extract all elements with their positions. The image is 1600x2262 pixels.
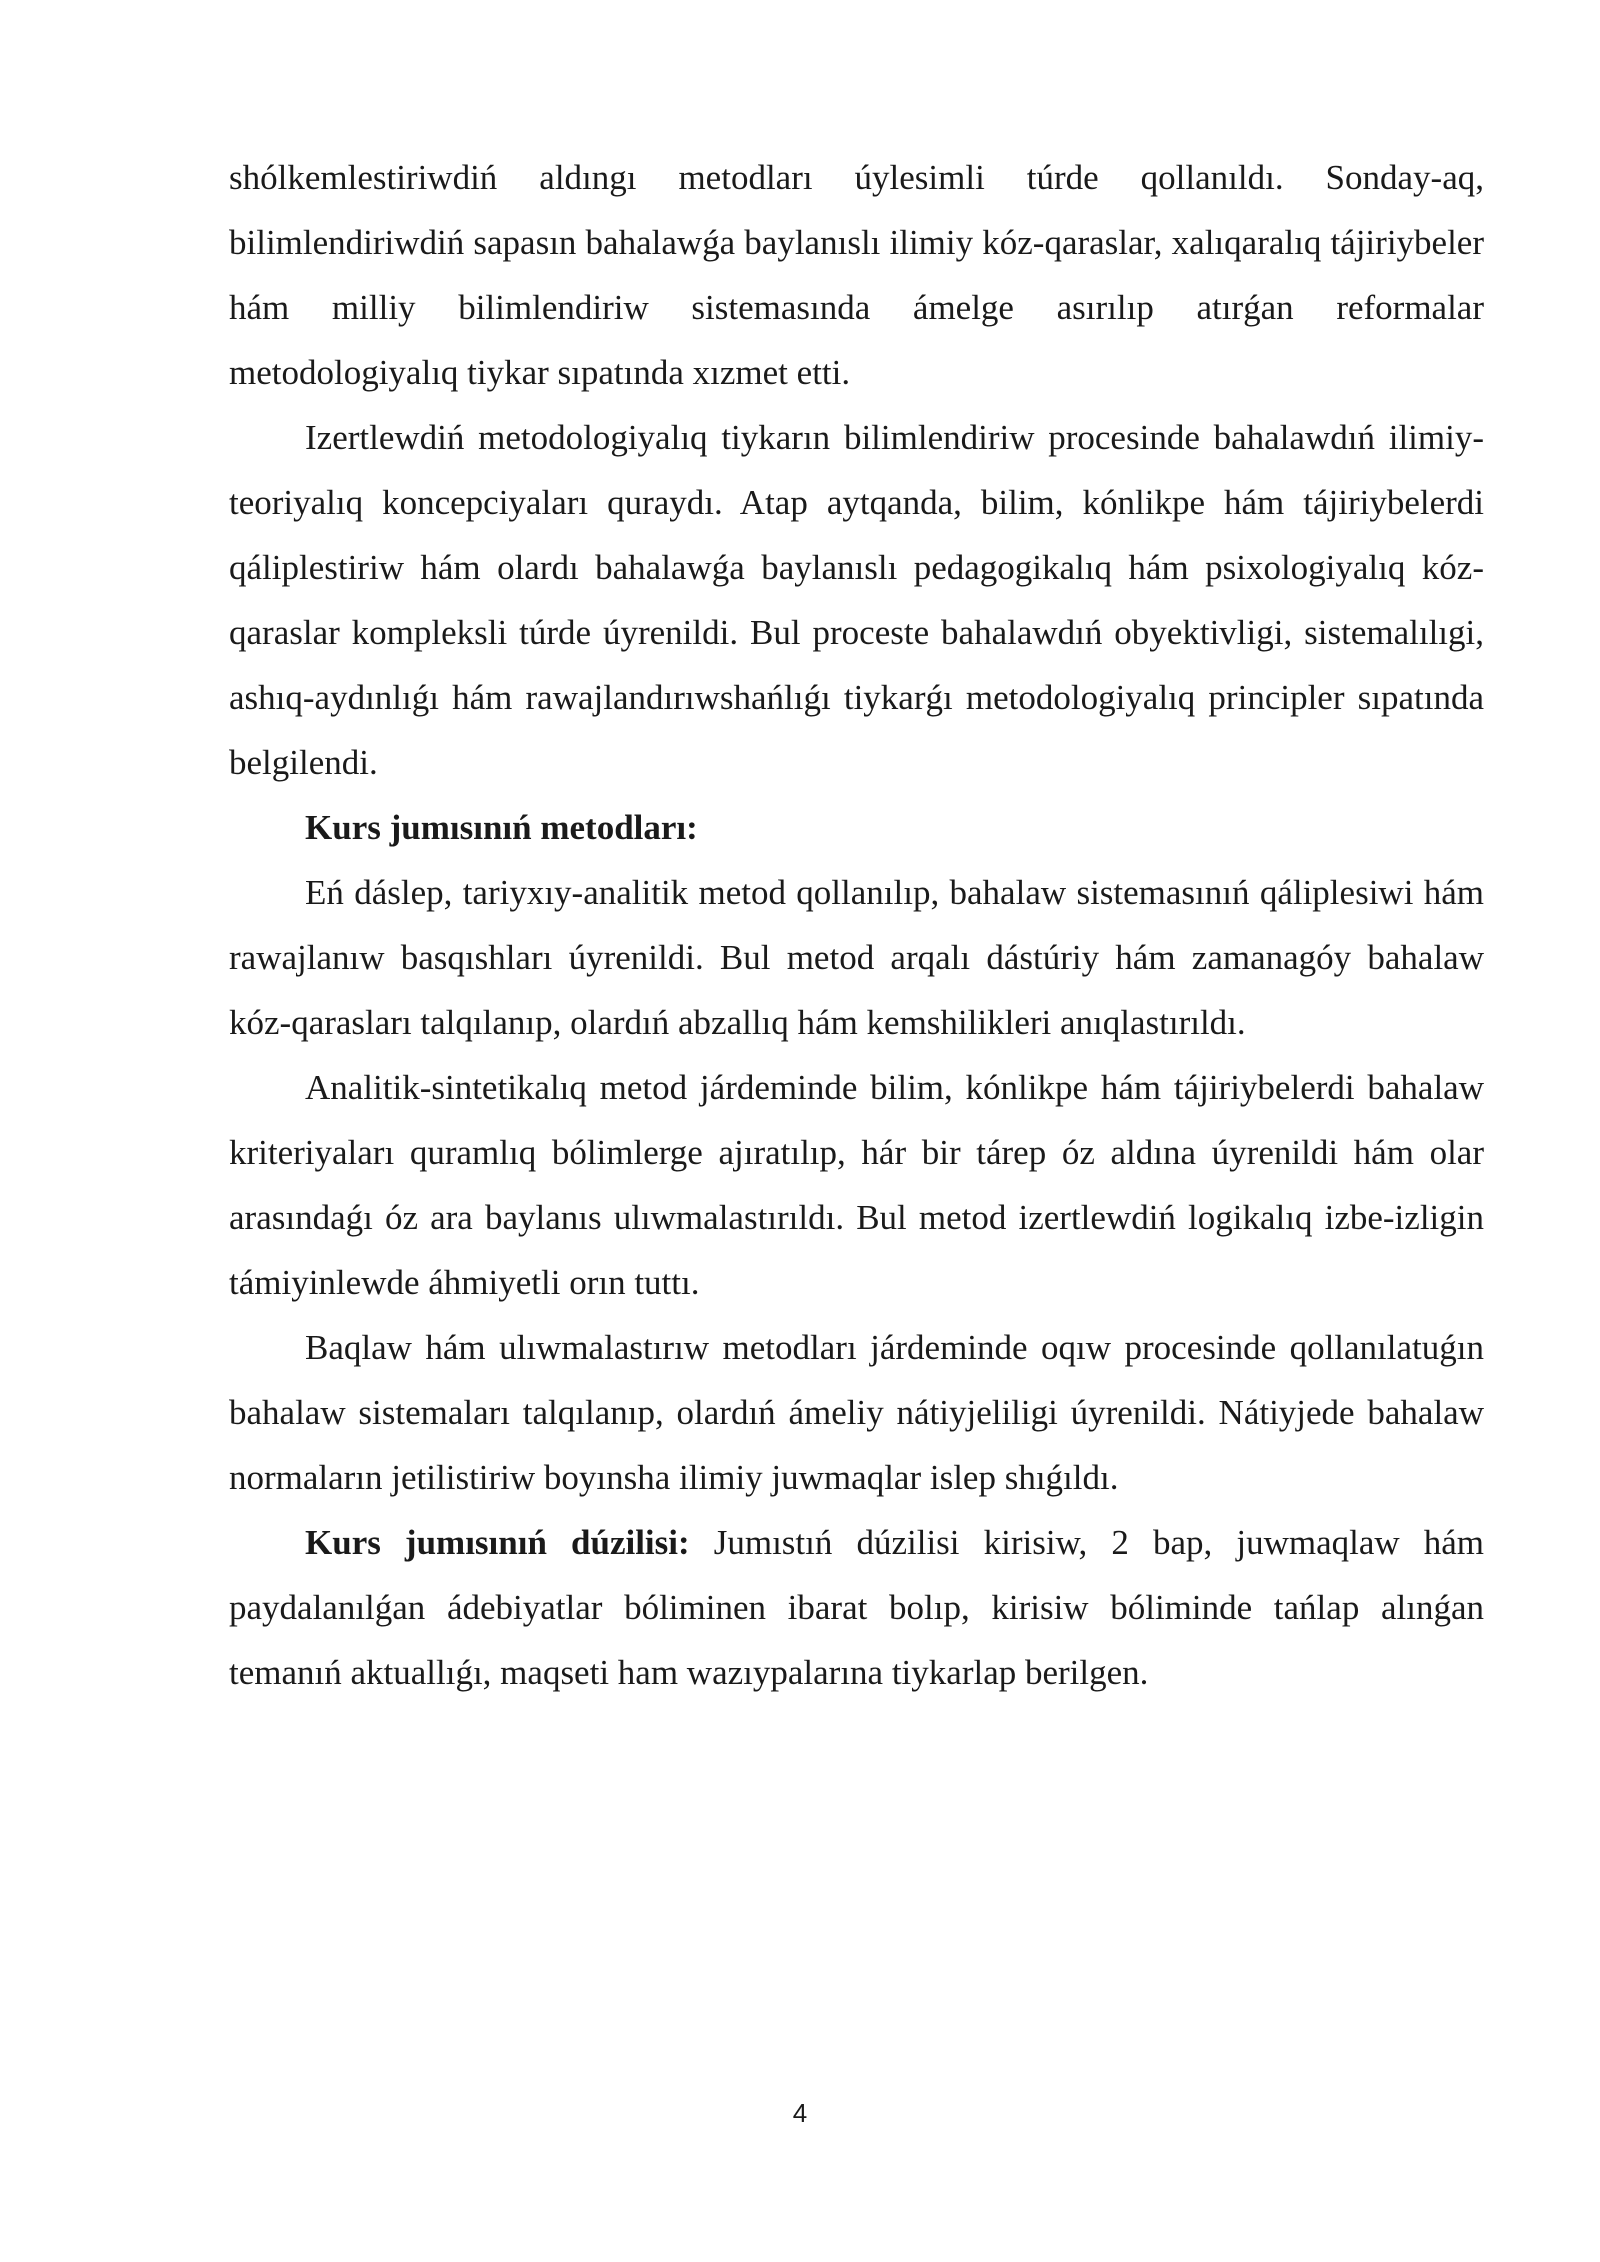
page-number: 4 <box>792 2098 808 2128</box>
methods-heading: Kurs jumısınıń metodları: <box>305 808 698 847</box>
structure-text: Jumıstıń dúzilisi kirisiw, 2 bap, juwmaqlaw hám paydalanılǵan ádebiyatlar bóliminen ibarat bolıp, kirisiw bóliminde tańlap alınǵan temanıń aktuallıǵı, maqseti ham wazıypalarına tiykarlap berilgen. <box>229 1523 1484 1692</box>
paragraph-observation-method: Baqlaw hám ulıwmalastırıw metodları járdeminde oqıw procesinde qollanılatuǵın bahalaw sistemaları talqılanıp, olardıń ámeliy nátiyjeliligi úyrenildi. Nátiyjede bahalaw normaların jetilistiriw boyınsha ilimiy juwmaqlar islep shıǵıldı. <box>229 1328 1484 1497</box>
paragraph-continuation: shólkemlestiriwdiń aldıngı metodları úylesimli túrde qollanıldı. Sonday-aq, bilimlendiriwdiń sapasın bahalawǵa baylanıslı ilimiy kóz-qaraslar, xalıqaralıq tájiriybeler hám milliy bilimlendiriw sistemasında ámelge asırılıp atırǵan reformalar metodologiyalıq tiykar sıpatında xızmet etti. <box>229 158 1484 392</box>
paragraph-structure <box>229 1510 1484 1705</box>
paragraph-historical-method: Eń dáslep, tariyxıy-analitik metod qollanılıp, bahalaw sistemasınıń qáliplesiwi hám rawajlanıw basqıshları úyrenildi. Bul metod arqalı dástúriy hám zamanagóy bahalaw kóz-qarasları talqılanıp, olardıń abzallıq hám kemshilikleri anıqlastırıldı. <box>229 873 1484 1042</box>
body-text <box>229 145 1484 1705</box>
structure-label: Kurs jumısınıń dúzilisi: <box>305 1523 690 1562</box>
paragraph-methodology: Izertlewdiń metodologiyalıq tiykarın bilimlendiriw procesinde bahalawdıń ilimiy-teoriyalıq koncepciyaları quraydı. Atap aytqanda, bilim, kónlikpe hám tájiriybelerdi qáliplestiriw hám olardı bahalawǵa baylanıslı pedagogikalıq hám psixologiyalıq kóz-qaraslar kompleksli túrde úyrenildi. Bul proceste bahalawdıń obyektivligi, sistemalılıgi, ashıq-aydınlıǵı hám rawajlandırıwshańlıǵı tiykarǵı metodologiyalıq principler sıpatında belgilendi. <box>229 418 1484 782</box>
paragraph-analytic-method: Analitik-sintetikalıq metod járdeminde bilim, kónlikpe hám tájiriybelerdi bahalaw kriteriyaları quramlıq bólimlerge ajıratılıp, hár bir tárep óz aldına úyrenildi hám olar arasındaǵı óz ara baylanıs ulıwmalastırıldı. Bul metod izertlewdiń logikalıq izbe-izligin támiyinlewde áhmiyetli orın tuttı. <box>229 1068 1484 1302</box>
